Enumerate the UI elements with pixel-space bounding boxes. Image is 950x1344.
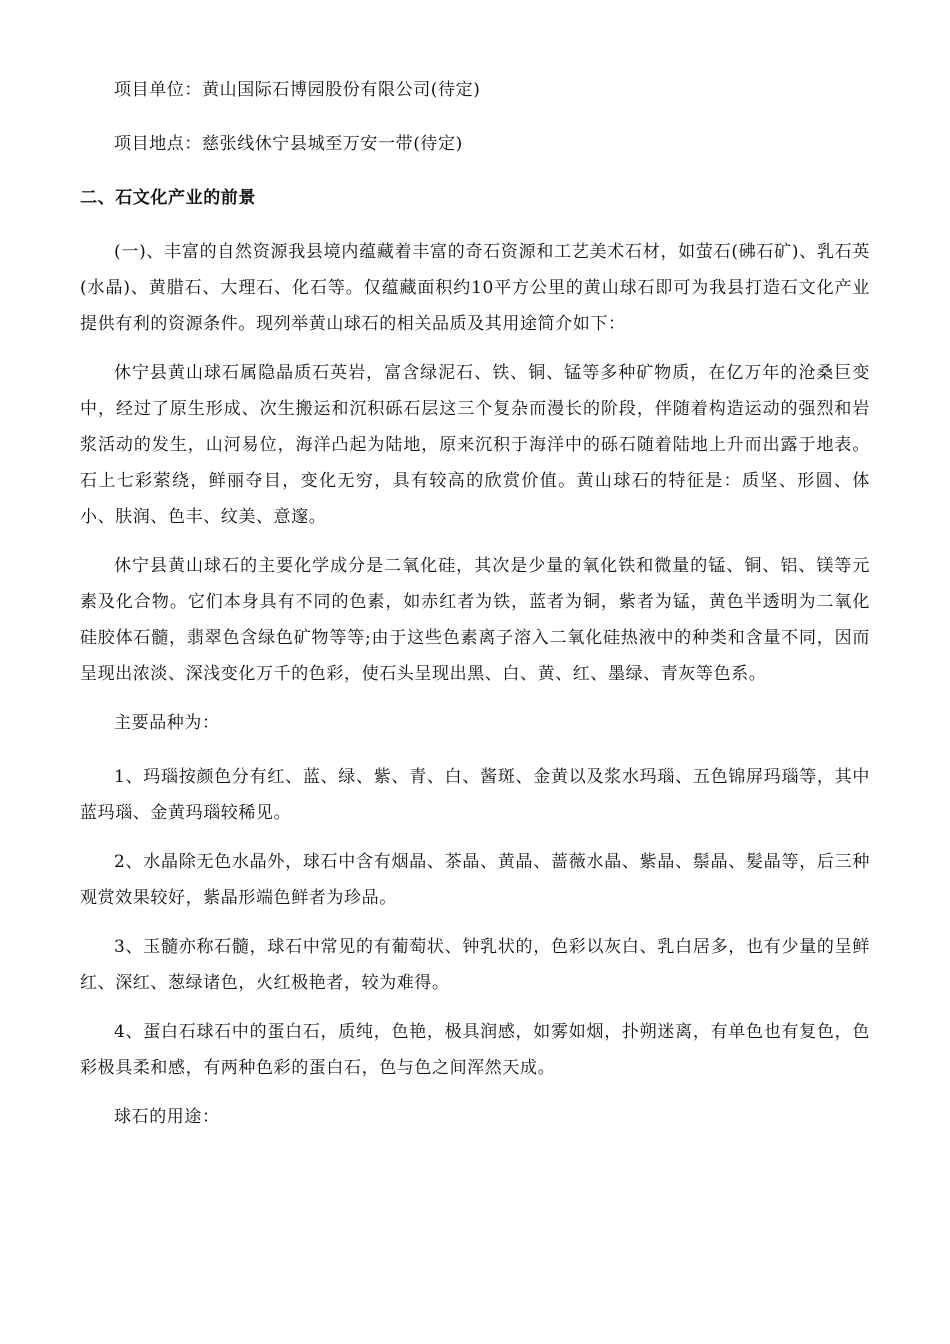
variety-agate: 1、玛瑙按颜色分有红、蓝、绿、紫、青、白、酱斑、金黄以及浆水玛瑙、五色锦屏玛瑙等，其中蓝玛瑙、金黄玛瑙较稀见。 <box>80 767 870 823</box>
project-location-line: 项目地点：慈张线休宁县城至万安一带(待定) <box>114 134 463 154</box>
uses-intro: 球石的用途： <box>114 1107 220 1127</box>
variety-crystal: 2、水晶除无色水晶外，球石中含有烟晶、茶晶、黄晶、蔷薇水晶、紫晶、鬃晶、髪晶等，后三种观赏效果较好，紫晶形端色鲜者为珍品。 <box>80 852 870 908</box>
document-page <box>80 72 870 1153</box>
variety-chalcedony: 3、玉髓亦称石髓，球石中常见的有葡萄状、钟乳状的，色彩以灰白、乳白居多，也有少量的呈鲜红、深红、葱绿诸色，火红极艳者，较为难得。 <box>80 937 870 993</box>
varieties-intro: 主要品种为： <box>114 713 220 733</box>
paragraph-resources: (一)、丰富的自然资源我县境内蕴藏着丰富的奇石资源和工艺美术石材，如萤石(砩石矿)、乳石英(水晶)、黄腊石、大理石、化石等。仅蕴藏面积约10平方公里的黄山球石即可为我县打造石文化产业提供有利的资源条件。现列举黄山球石的相关品质及其用途简介如下： <box>80 242 870 334</box>
paragraph-formation: 休宁县黄山球石属隐晶质石英岩，富含绿泥石、铁、铜、锰等多种矿物质，在亿万年的沧桑巨变中，经过了原生形成、次生搬运和沉积砾石层这三个复杂而漫长的阶段，伴随着构造运动的强烈和岩浆活动的发生，山河易位，海洋凸起为陆地，原来沉积于海洋中的砾石随着陆地上升而出露于地表。石上七彩萦绕，鲜丽夺目，变化无穷，具有较高的欣赏价值。黄山球石的特征是：质坚、形圆、体小、肤润、色丰、纹美、意邃。 <box>80 363 870 527</box>
paragraph-composition: 休宁县黄山球石的主要化学成分是二氧化硅，其次是少量的氧化铁和微量的锰、铜、铝、镁等元素及化合物。它们本身具有不同的色素，如赤红者为铁，蓝者为铜，紫者为锰，黄色半透明为二氧化硅胶体石髓，翡翠色含绿色矿物等等;由于这些色素离子溶入二氧化硅热液中的种类和含量不同，因而呈现出浓淡、深浅变化万千的色彩，使石头呈现出黑、白、黄、红、墨绿、青灰等色系。 <box>80 556 870 684</box>
variety-opal: 4、蛋白石球石中的蛋白石，质纯，色艳，极具润感，如雾如烟，扑朔迷离，有单色也有复色，色彩极具柔和感，有两种色彩的蛋白石，色与色之间浑然天成。 <box>80 1022 870 1078</box>
section-heading: 二、石文化产业的前景 <box>80 188 256 208</box>
project-unit-line: 项目单位：黄山国际石博园股份有限公司(待定) <box>114 80 481 100</box>
